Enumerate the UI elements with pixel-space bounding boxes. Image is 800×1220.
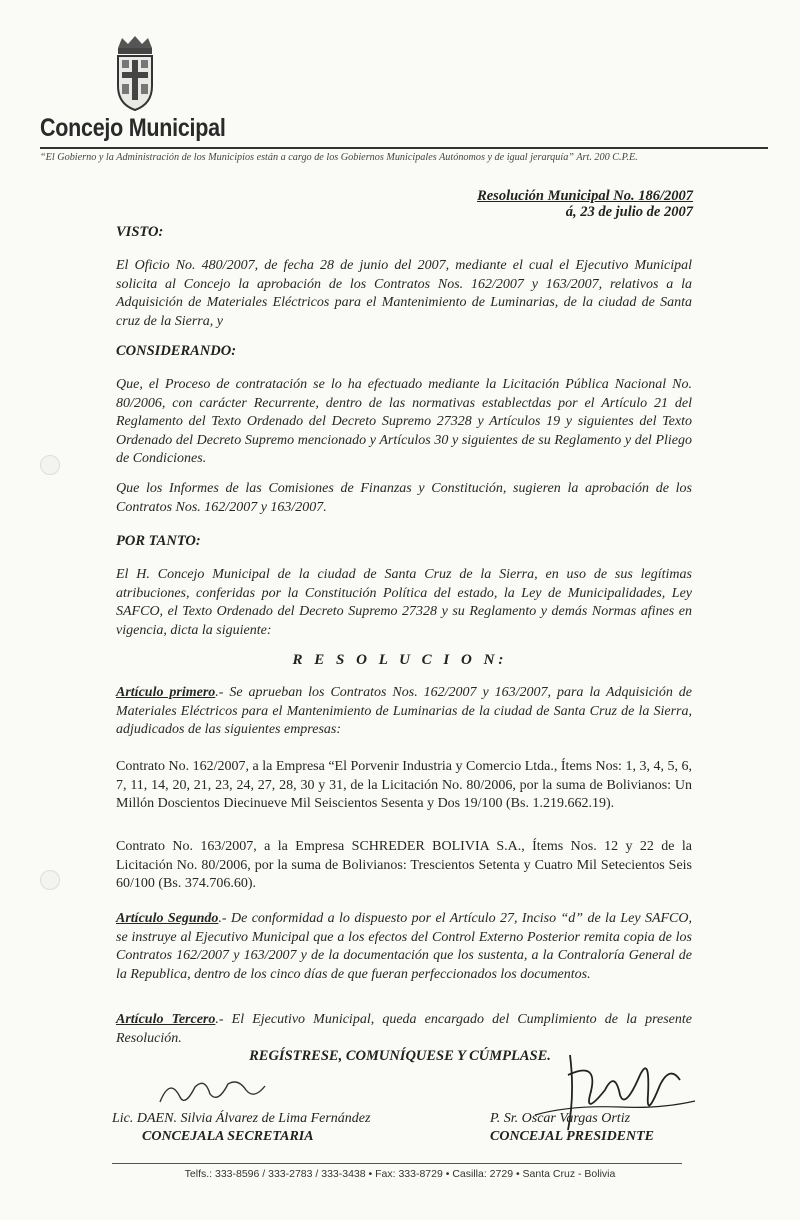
punch-hole-icon	[40, 455, 60, 475]
closing-formula: REGÍSTRESE, COMUNÍQUESE Y CÚMPLASE.	[249, 1048, 551, 1064]
organization-name: Concejo Municipal	[40, 114, 226, 142]
resolution-number: Resolución Municipal No. 186/2007	[477, 188, 693, 204]
footer-contact: Telfs.: 333-8596 / 333-2783 / 333-3438 • Fax: 333-8729 • Casilla: 2729 • Santa Cruz - Bolivia	[184, 1168, 616, 1180]
article-third-label: Artículo Tercero	[116, 1012, 216, 1027]
considerando-paragraph-1: Que, el Proceso de contratación se lo ha efectuado mediante la Licitación Pública Nacional No. 80/2006, con carácter Recurrente, dentro de las normativas establectdas por el Artículo 21 del Reglamento del Texto Ordenado del Decreto Supremo 27328 y Artículos 19 y siguientes del Texto Ordenado del Decreto Supremo mencionado y Artículos 30 y siguientes de su Reglamento y del Pliego de Condiciones.	[116, 377, 692, 466]
left-signature-icon	[150, 1072, 270, 1112]
left-signatory-title: CONCEJALA SECRETARIA	[142, 1129, 314, 1144]
considerando-paragraph-2: Que los Informes de las Comisiones de Finanzas y Constitución, sugieren la aprobación de los Contratos Nos. 162/2007 y 163/2007.	[116, 481, 692, 515]
article-first-label: Artículo primero	[116, 685, 216, 700]
right-signatory-title: CONCEJAL PRESIDENTE	[490, 1129, 655, 1144]
contract-163-paragraph: Contrato No. 163/2007, a la Empresa SCHREDER BOLIVIA S.A., Ítems Nos. 12 y 22 de la Licitación No. 80/2006, por la suma de Bolivianos: Trescientos Setenta y Cuatro Mil Setecientos Seis 60/100 (Bs. 374.706.60).	[116, 839, 692, 891]
article-second	[116, 910, 692, 984]
footer-divider	[112, 1163, 682, 1164]
left-signatory-name: Lic. DAEN. Silvia Álvarez de Lima Fernández	[112, 1111, 371, 1126]
header-divider	[40, 147, 768, 149]
right-signatory-name: P. Sr. Oscar Vargas Ortiz	[490, 1111, 631, 1126]
article-first	[116, 684, 692, 740]
visto-heading: VISTO:	[116, 224, 164, 240]
header-motto: “El Gobierno y la Administración de los Municipios están a cargo de los Gobiernos Municipales Autónomos y de igual jerarquía” Art. 200 C.P.E.	[40, 152, 638, 163]
visto-paragraph: El Oficio No. 480/2007, de fecha 28 de junio del 2007, mediante el cual el Ejecutivo Municipal solicita al Concejo la aprobación de los Contratos Nos. 162/2007 y 163/2007, relativos a la Adquisición de Materiales Eléctricos para el Mantenimiento de Luminarias, de la ciudad de Santa cruz de la Sierra, y	[116, 258, 692, 329]
article-second-label: Artículo Segundo	[116, 911, 219, 926]
resolution-date: á, 23 de julio de 2007	[565, 204, 693, 220]
resolucion-heading: R E S O L U C I O N:	[292, 652, 508, 668]
article-third-text: .- El Ejecutivo Municipal, queda encargado del Cumplimiento de la presente Resolución.	[116, 1012, 692, 1046]
considerando-heading: CONSIDERANDO:	[116, 343, 237, 359]
coat-of-arms-icon	[112, 34, 158, 114]
portanto-heading: POR TANTO:	[116, 533, 201, 549]
article-first-text: .- Se aprueban los Contratos Nos. 162/2007 y 163/2007, para la Adquisición de Materiales Eléctricos para el Mantenimiento de Luminarias de la ciudad de Santa Cruz de la Sierra, adjudicados de las siguientes empresas:	[116, 685, 692, 737]
contract-162-paragraph: Contrato No. 162/2007, a la Empresa “El Porvenir Industria y Comercio Ltda., Ítems Nos: 1, 3, 4, 5, 6, 7, 11, 14, 20, 21, 23, 24, 27, 28, 30 y 31, de la Licitación No. 80/2006, por la suma de Bolivianos: Un Millón Doscientos Diecinueve Mil Seiscientos Sesenta y Dos 19/100 (Bs. 1.219.662.19).	[116, 759, 692, 811]
article-second-text: .- De conformidad a lo dispuesto por el Artículo 27, Inciso “d” de la Ley SAFCO, se instruye al Ejecutivo Municipal que a los efectos del Control Externo Posterior remita copia de los Contratos 162/2007 y 163/2007 y de la documentación que los sustenta, a la Contraloría General de la Republica, dentro de los cinco días de que fueran perfeccionados los documentos.	[116, 911, 692, 982]
portanto-paragraph: El H. Concejo Municipal de la ciudad de Santa Cruz de la Sierra, en uso de sus legítimas atribuciones, conferidas por la Constitución Política del estado, la Ley de Municipalidades, Ley SAFCO, el Texto Ordenado del Decreto Supremo 27328 y su Reglamento y demás Normas afines en vigencia, dicta la siguiente:	[116, 567, 692, 638]
punch-hole-icon	[40, 870, 60, 890]
